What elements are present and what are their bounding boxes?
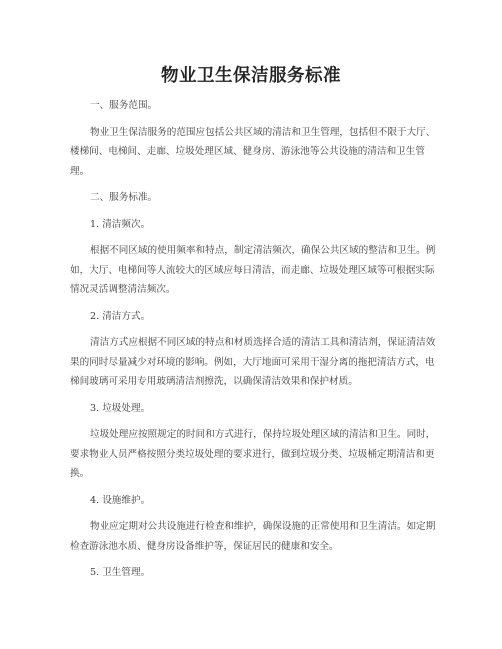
- paragraph: 物业应定期对公共设施进行检查和维护，确保设施的正常使用和卫生清洁。如定期检查游泳池水质、健身房设备维护等，保证居民的健康和安全。: [70, 521, 436, 552]
- section-heading: 二、服务标准。: [90, 192, 158, 203]
- subsection-heading: 2. 清洁方式。: [90, 310, 151, 322]
- document-body: [70, 96, 438, 583]
- paragraph: 根据不同区域的使用频率和特点，制定清洁频次，确保公共区域的整洁和卫生。例如，大厅、电梯间等人流较大的区域应每日清洁，而走廊、垃圾处理区域等可根据实际情况灵活调整清洁频次。: [70, 245, 436, 295]
- subsection-heading: 4. 设施维护。: [90, 494, 151, 506]
- subsection-heading: 3. 垃圾处理。: [90, 402, 151, 414]
- paragraph: 物业卫生保洁服务的范围应包括公共区域的清洁和卫生管理，包括但不限于大厅、楼梯间、电梯间、走廊、垃圾处理区域、健身房、游泳池等公共设施的清洁和卫生管理。: [70, 126, 436, 177]
- document-title: 物业卫生保洁服务标准: [161, 66, 341, 86]
- paragraph: 垃圾处理应按照规定的时间和方式进行，保持垃圾处理区域的清洁和卫生。同时，要求物业人员严格按照分类垃圾处理的要求进行，做到垃圾分类、垃圾桶定期清洁和更换。: [70, 429, 436, 479]
- paragraph: 清洁方式应根据不同区域的特点和材质选择合适的清洁工具和清洁剂，保证清洁效果的同时尽量减少对环境的影响。例如，大厅地面可采用干湿分离的拖把清洁方式，电梯间玻璃可采用专用玻璃清洁剂擦洗，以确保清洁效果和保护材质。: [70, 337, 436, 387]
- subsection-heading: 5. 卫生管理。: [90, 567, 151, 578]
- subsection-heading: 1. 清洁频次。: [90, 218, 151, 230]
- section-heading: 一、服务范围。: [90, 100, 158, 111]
